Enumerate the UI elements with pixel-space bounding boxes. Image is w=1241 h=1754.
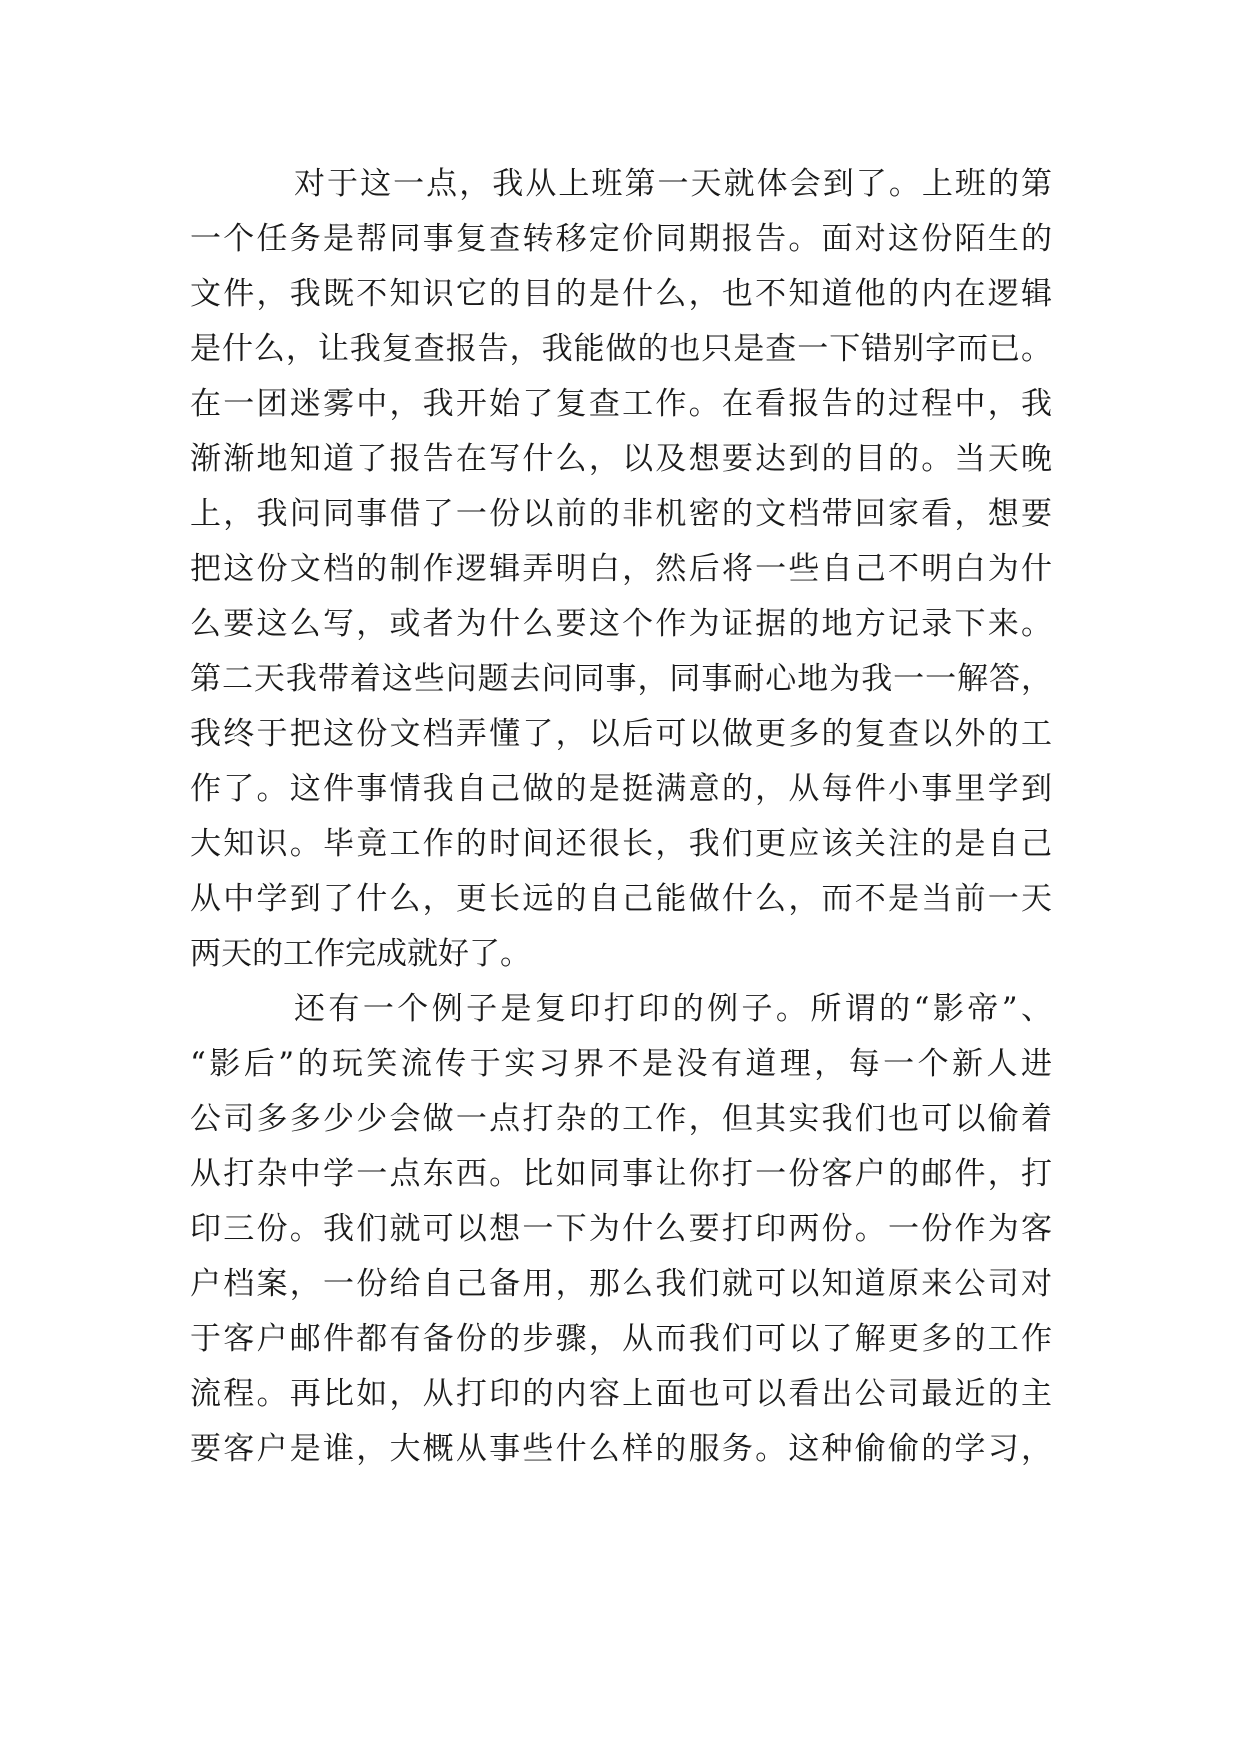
text-line: 渐渐地知道了报告在写什么，以及想要达到的目的。当天晚 [190,441,1052,477]
paragraph-2 [190,982,1052,1477]
text-line: 一个任务是帮同事复查转移定价同期报告。面对这份陌生的 [190,221,1052,257]
text-line: 大知识。毕竟工作的时间还很长，我们更应该关注的是自己 [190,826,1052,862]
text-line: 要客户是谁，大概从事些什么样的服务。这种偷偷的学习， [190,1431,1052,1467]
text-line: 印三份。我们就可以想一下为什么要打印两份。一份作为客 [190,1211,1052,1247]
text-line: 在一团迷雾中，我开始了复查工作。在看报告的过程中，我 [190,386,1052,422]
text-line: 么要这么写，或者为什么要这个作为证据的地方记录下来。 [190,606,1052,642]
text-line: 上，我问同事借了一份以前的非机密的文档带回家看，想要 [190,496,1052,532]
text-line: 还有一个例子是复印打印的例子。所谓的“影帝”、 [294,991,1052,1027]
text-line: “影后”的玩笑流传于实习界不是没有道理，每一个新人进 [190,1046,1052,1082]
text-line: 两天的工作完成就好了。 [190,936,531,972]
text-line: 从打杂中学一点东西。比如同事让你打一份客户的邮件，打 [190,1156,1052,1192]
document-body [190,157,1052,1477]
text-line: 流程。再比如，从打印的内容上面也可以看出公司最近的主 [190,1376,1052,1412]
text-line: 公司多多少少会做一点打杂的工作，但其实我们也可以偷着 [190,1101,1052,1137]
paragraph-1 [190,157,1052,982]
text-line: 户档案，一份给自己备用，那么我们就可以知道原来公司对 [190,1266,1052,1302]
text-line: 于客户邮件都有备份的步骤，从而我们可以了解更多的工作 [190,1321,1052,1357]
text-line: 第二天我带着这些问题去问同事，同事耐心地为我一一解答， [190,661,1052,697]
text-line: 我终于把这份文档弄懂了，以后可以做更多的复查以外的工 [190,716,1052,752]
text-line: 把这份文档的制作逻辑弄明白，然后将一些自己不明白为什 [190,551,1052,587]
text-line: 对于这一点，我从上班第一天就体会到了。上班的第 [294,166,1052,202]
text-line: 是什么，让我复查报告，我能做的也只是查一下错别字而已。 [190,331,1052,367]
text-line: 文件，我既不知识它的目的是什么，也不知道他的内在逻辑 [190,276,1052,312]
text-line: 作了。这件事情我自己做的是挺满意的，从每件小事里学到 [190,771,1052,807]
text-line: 从中学到了什么，更长远的自己能做什么，而不是当前一天 [190,881,1052,917]
